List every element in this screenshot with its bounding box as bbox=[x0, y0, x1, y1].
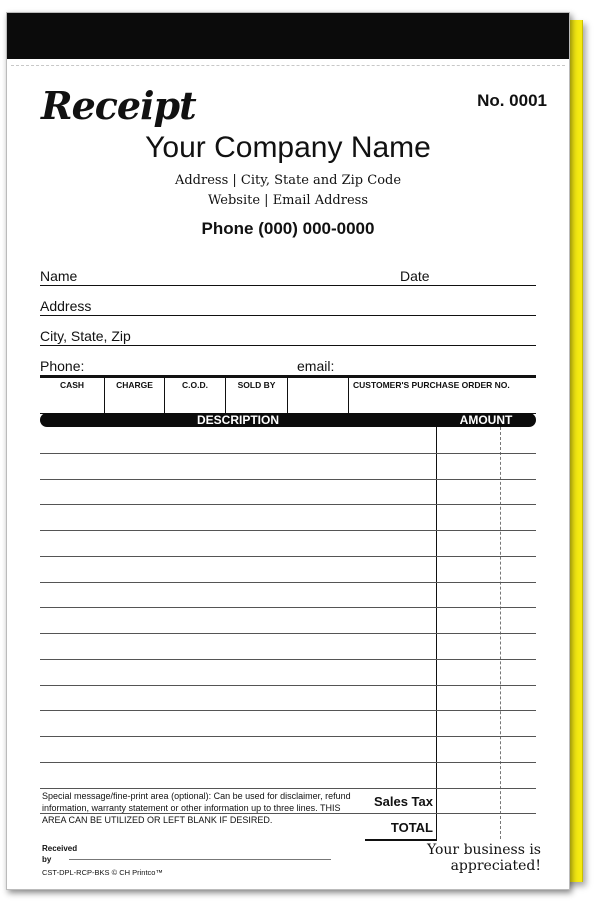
item-row-line bbox=[40, 479, 536, 480]
received-by-text: by bbox=[42, 855, 52, 864]
item-row-line bbox=[40, 607, 536, 608]
company-address: Address | City, State and Zip Code bbox=[174, 173, 402, 188]
sold-by-cell[interactable]: SOLD BY bbox=[226, 377, 288, 413]
company-website: Website | Email Address bbox=[207, 193, 368, 208]
item-row-line bbox=[40, 504, 536, 505]
receipt-title: Receipt bbox=[41, 83, 196, 128]
item-row-line bbox=[40, 762, 536, 763]
receipt-sheet bbox=[6, 12, 570, 890]
cod-cell[interactable]: C.O.D. bbox=[165, 377, 226, 413]
name-field[interactable] bbox=[40, 267, 536, 286]
item-row-line bbox=[40, 582, 536, 583]
phone-label: Phone: bbox=[40, 358, 85, 374]
phone-field[interactable] bbox=[40, 357, 536, 378]
received-text: Received bbox=[42, 844, 78, 853]
name-label: Name bbox=[40, 268, 78, 284]
line-items-area[interactable] bbox=[40, 427, 536, 839]
purchase-order-cell[interactable]: CUSTOMER'S PURCHASE ORDER NO. bbox=[353, 380, 510, 390]
product-code: CST-DPL-RCP-BKS © CH Printco™ bbox=[42, 868, 163, 877]
received-by-label bbox=[42, 843, 77, 865]
total-label: TOTAL bbox=[390, 820, 433, 835]
item-row-line bbox=[40, 788, 536, 789]
item-row-line bbox=[40, 453, 536, 454]
receipt-number: No. 0001 bbox=[477, 91, 547, 110]
company-phone: Phone (000) 000-0000 bbox=[201, 219, 375, 238]
amount-header: AMOUNT bbox=[459, 413, 513, 427]
date-label: Date bbox=[400, 268, 430, 284]
payment-info-table bbox=[40, 377, 536, 414]
blank-cell[interactable] bbox=[288, 377, 349, 413]
items-header bbox=[40, 413, 536, 427]
email-label: email: bbox=[297, 358, 335, 374]
company-name: Your Company Name bbox=[145, 131, 431, 164]
city-label: City, State, Zip bbox=[40, 328, 131, 344]
description-header: DESCRIPTION bbox=[196, 413, 279, 427]
received-by-signature-line[interactable] bbox=[69, 859, 331, 860]
address-label: Address bbox=[40, 298, 92, 314]
fine-print: Special message/fine-print area (optional): Can be used for disclaimer, refund information, warranty statement or other information up to three lines. THIS AREA CAN BE UTILIZED OR LEFT BLANK IF DESIRED. bbox=[42, 791, 351, 825]
item-row-line bbox=[40, 685, 536, 686]
sales-tax-label: Sales Tax bbox=[373, 794, 433, 809]
item-row-line bbox=[40, 530, 536, 531]
binding-strip bbox=[7, 13, 569, 59]
total-underline bbox=[365, 839, 437, 841]
address-field[interactable] bbox=[40, 297, 536, 316]
item-row-line bbox=[40, 556, 536, 557]
city-field[interactable] bbox=[40, 327, 536, 346]
appreciation-message: Your business is appreciated! bbox=[426, 842, 541, 874]
charge-cell[interactable]: CHARGE bbox=[105, 377, 165, 413]
perforation-line bbox=[11, 65, 565, 66]
item-row-line bbox=[40, 710, 536, 711]
cash-cell[interactable]: CASH bbox=[40, 377, 105, 413]
item-row-line bbox=[40, 633, 536, 634]
item-row-line bbox=[40, 736, 536, 737]
item-row-line bbox=[40, 659, 536, 660]
